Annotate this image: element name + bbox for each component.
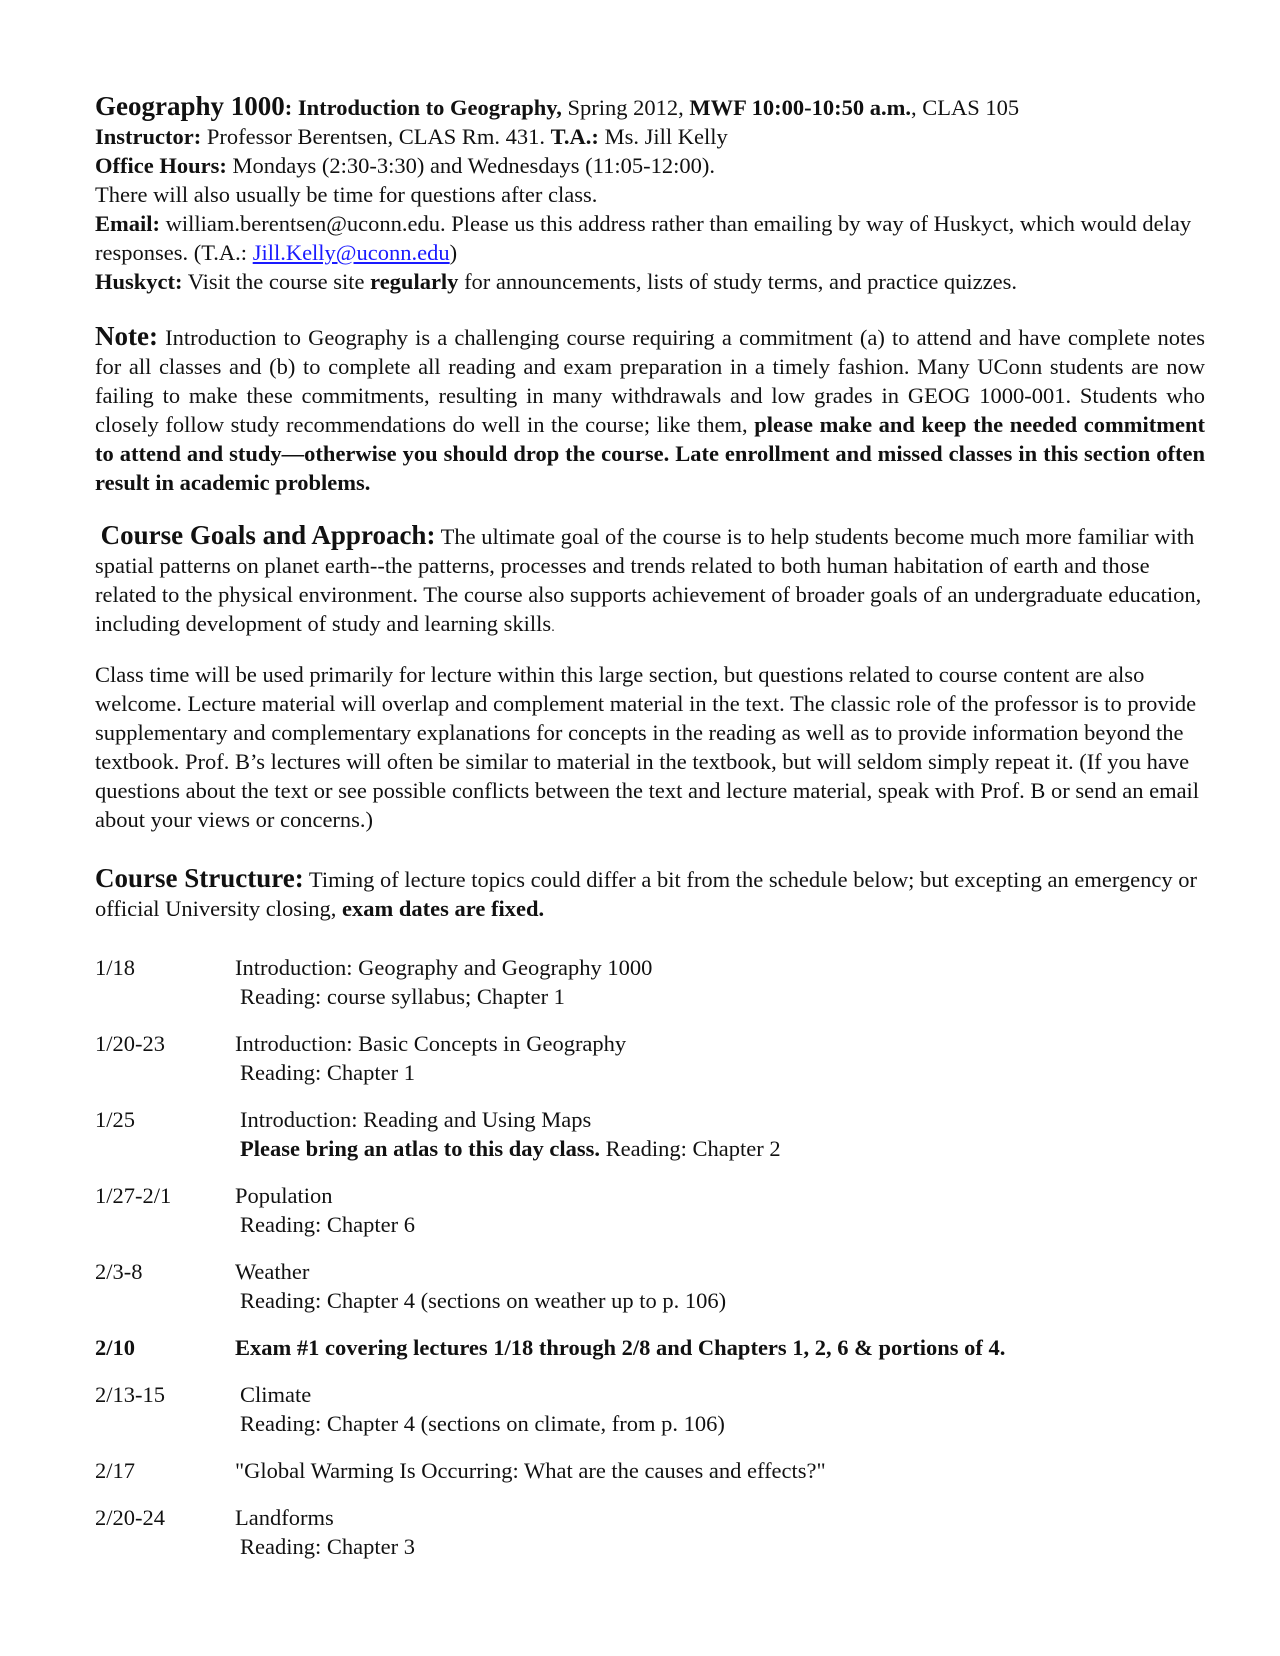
class-time-paragraph: Class time will be used primarily for lecture within this large section, but questions related to course content are also welcome. Lecture material will overlap and complement material in the text. The classic role of the professor is to provide supplementary and complementary explanations for concepts in the reading as well as to provide information beyond the textbook. Prof. B’s lectures will often be similar to material in the textbook, but will seldom simply repeat it. (If you have questions about the text or see possible conflicts between the text and lecture material, speak with Prof. B or send an email about your views or concerns.): [95, 662, 1200, 832]
huskyct-line: [95, 267, 1205, 296]
email-value: william.berentsen@uconn.edu. Please us this address rather than emailing by way of Huskyct, which would delay responses. (T.A.:: [95, 211, 1192, 265]
office-hours-line: [95, 151, 1205, 180]
huskyct-bold: regularly: [370, 269, 459, 294]
schedule-topic: Weather: [235, 1259, 310, 1284]
schedule-topic: Exam #1 covering lectures 1/18 through 2/8 and Chapters 1, 2, 6 & portions of 4.: [235, 1335, 1006, 1360]
schedule-date: 2/3-8: [95, 1259, 143, 1284]
schedule-row: [95, 1257, 1205, 1315]
goals-paragraph: [95, 521, 1205, 642]
huskyct-pre: Visit the course site: [182, 269, 371, 294]
schedule-row: [95, 1503, 1205, 1561]
goals-label: Course Goals and Approach:: [100, 520, 436, 550]
schedule-topic: Introduction: Geography and Geography 1000: [235, 955, 653, 980]
ta-value: Ms. Jill Kelly: [598, 124, 728, 149]
schedule-topic: Introduction: Reading and Using Maps: [240, 1107, 592, 1132]
structure-bold-text: exam dates are fixed.: [342, 896, 545, 921]
structure-paragraph: [95, 864, 1205, 923]
structure-label: Course Structure:: [95, 863, 304, 893]
schedule-reading: Reading: Chapter 1: [240, 1060, 415, 1085]
schedule-row-exam: [95, 1333, 1205, 1362]
note-text: Introduction to Geography is a challenging course requiring a commitment (a) to attend and have complete notes for all classes and (b) to complete all reading and exam preparation in a timely fashion. Many UConn students are now failing to make these commitments, resulting in many withdrawals and low grades in GEOG 1000-001. Students who closely follow study recommendations do well in the course; like them,: [95, 325, 1205, 437]
ta-label: T.A.:: [550, 124, 599, 149]
schedule-reading: Reading: Chapter 6: [240, 1212, 415, 1237]
schedule-reading-bold: Please bring an atlas to this day class.: [240, 1136, 601, 1161]
schedule-reading-line: [235, 1134, 1205, 1163]
office-hours-value: Mondays (2:30-3:30) and Wednesdays (11:05-12:00).: [226, 153, 715, 178]
syllabus-page: [95, 92, 1205, 1579]
note-bold-text: please make and keep the needed commitment to attend and study—otherwise you should drop the course. Late enrollment and missed classes in this section often result in academic problems.: [95, 412, 1205, 495]
schedule-date: 1/20-23: [95, 1031, 165, 1056]
instructor-label: Instructor:: [95, 124, 202, 149]
schedule-topic: Climate: [240, 1382, 312, 1407]
schedule-reading: Reading: course syllabus; Chapter 1: [240, 984, 565, 1009]
schedule-topic: Introduction: Basic Concepts in Geography: [235, 1031, 627, 1056]
schedule-row: [95, 1456, 1205, 1485]
email-label: Email:: [95, 211, 160, 236]
structure-text: Timing of lecture topics could differ a bit from the schedule below; but excepting an emergency or official University closing,: [95, 867, 1198, 921]
course-title: : Introduction to Geography,: [284, 95, 562, 120]
schedule-topic: "Global Warming Is Occurring: What are the causes and effects?": [235, 1458, 826, 1483]
course-term: Spring 2012,: [561, 95, 690, 120]
schedule-date: 2/10: [95, 1335, 136, 1360]
schedule-reading: Reading: Chapter 2: [600, 1136, 781, 1161]
note-paragraph: [95, 322, 1205, 497]
schedule-row: [95, 953, 1205, 1011]
instructor-value: Professor Berentsen, CLAS Rm. 431.: [201, 124, 551, 149]
schedule-date: 1/25: [95, 1107, 136, 1132]
goals-end: .: [551, 620, 555, 635]
schedule-date: 1/27-2/1: [95, 1183, 172, 1208]
note-label: Note:: [95, 321, 158, 351]
ta-email-link[interactable]: Jill.Kelly@uconn.edu: [252, 240, 450, 265]
schedule-row: [95, 1105, 1205, 1163]
schedule-row: [95, 1029, 1205, 1087]
schedule-date: 2/17: [95, 1458, 136, 1483]
schedule-date: 2/20-24: [95, 1505, 165, 1530]
schedule-row: [95, 1181, 1205, 1239]
huskyct-post: for announcements, lists of study terms, and practice quizzes.: [458, 269, 1018, 294]
schedule-date: 2/13-15: [95, 1382, 165, 1407]
email-line: [95, 209, 1205, 267]
schedule-reading: Reading: Chapter 3: [240, 1534, 415, 1559]
office-hours-label: Office Hours:: [95, 153, 227, 178]
schedule-topic: Population: [235, 1183, 333, 1208]
schedule-list: [95, 953, 1205, 1561]
course-code: Geography 1000: [95, 91, 285, 121]
course-header-line: [95, 92, 1205, 122]
schedule-date: 1/18: [95, 955, 136, 980]
schedule-topic: Landforms: [235, 1505, 334, 1530]
schedule-reading: Reading: Chapter 4 (sections on weather up to p. 106): [240, 1288, 727, 1313]
schedule-row: [95, 1380, 1205, 1438]
course-schedule: MWF 10:00-10:50 a.m.: [689, 95, 912, 120]
ta-email-close: ): [449, 240, 458, 265]
instructor-line: [95, 122, 1205, 151]
questions-note: There will also usually be time for questions after class.: [95, 182, 598, 207]
goals-text: The ultimate goal of the course is to help students become much more familiar with spatial patterns on planet earth--the patterns, processes and trends related to both human habitation of earth and those related to the physical environment. The course also supports achievement of broader goals of an undergraduate education, including development of study and learning skills: [95, 524, 1202, 636]
huskyct-label: Huskyct:: [95, 269, 183, 294]
schedule-reading: Reading: Chapter 4 (sections on climate, from p. 106): [240, 1411, 725, 1436]
course-room: , CLAS 105: [911, 95, 1020, 120]
